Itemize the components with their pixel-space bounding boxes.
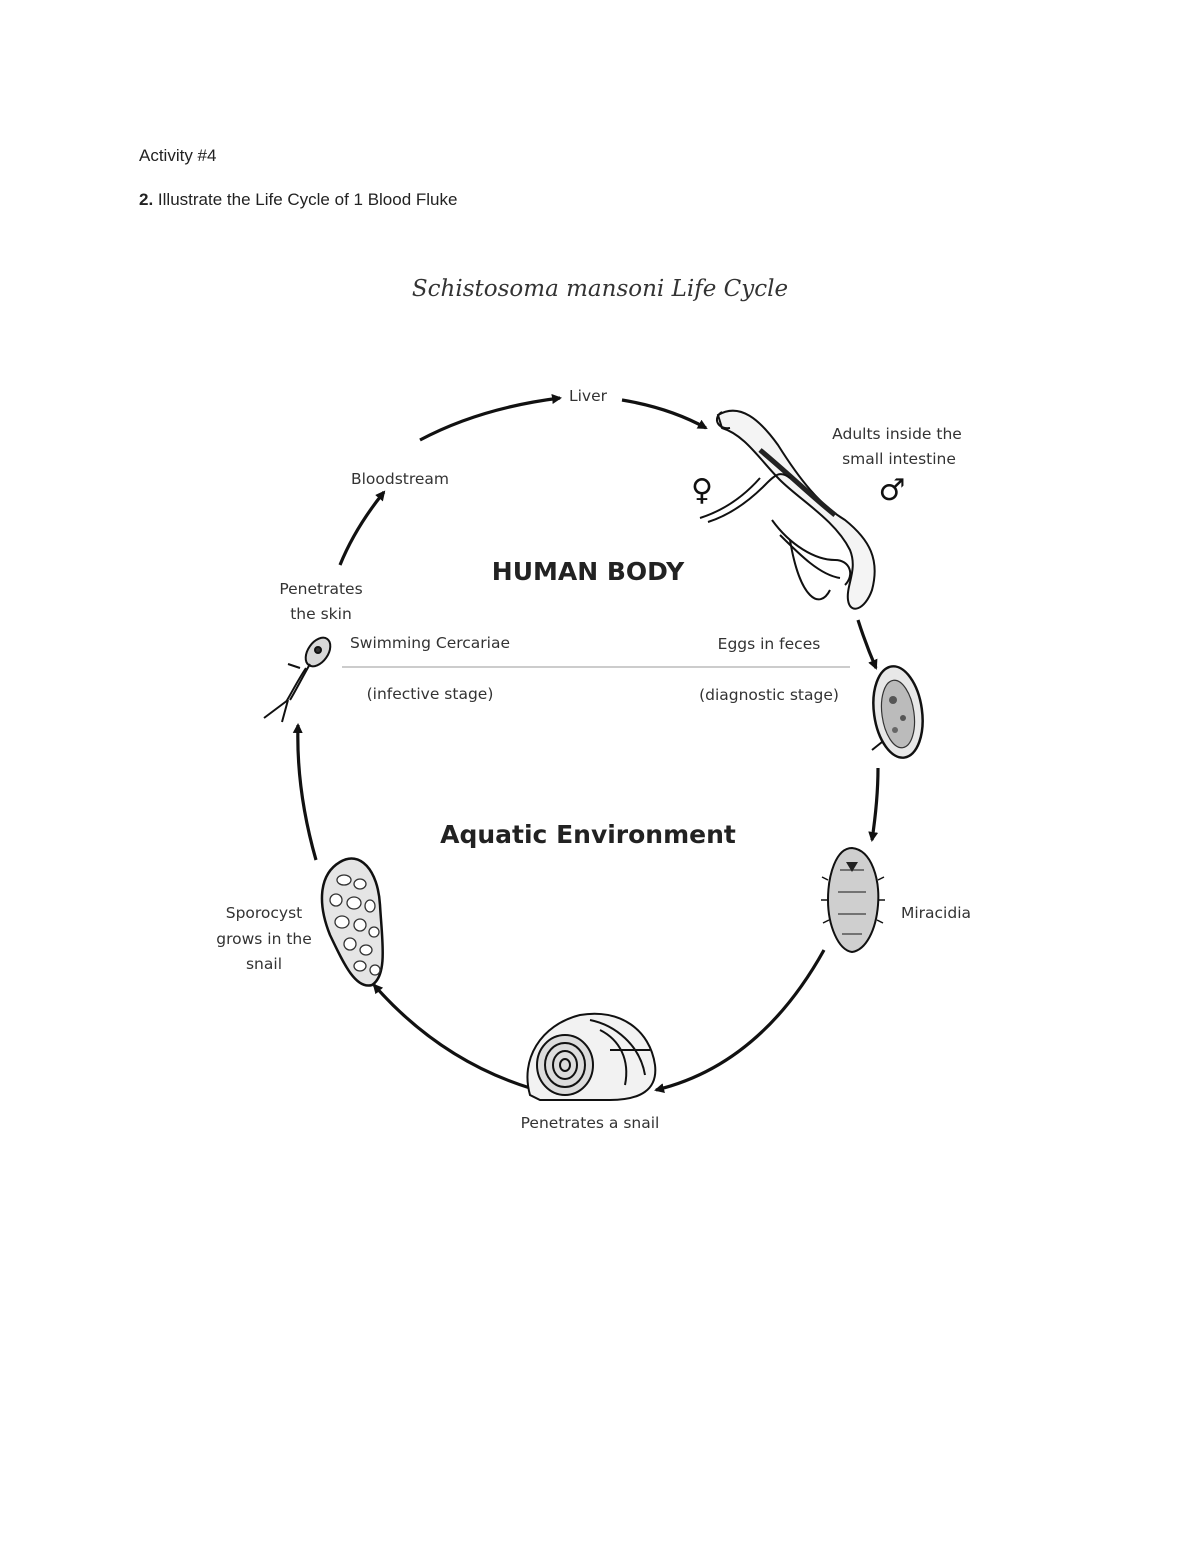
- egg-icon: [868, 663, 928, 761]
- question-text: Illustrate the Life Cycle of 1 Blood Fluke: [157, 190, 458, 209]
- label-sporocyst-3: snail: [245, 955, 283, 973]
- label-penetrates-snail: Penetrates a snail: [520, 1114, 660, 1132]
- label-cercariae: Swimming Cercariae: [349, 634, 511, 652]
- label-eggs: Eggs in feces: [717, 635, 821, 653]
- label-diagnostic-stage: (diagnostic stage): [699, 686, 839, 704]
- sporocyst-icon: [322, 859, 383, 986]
- arrow-snail-to-sporocyst: [374, 985, 530, 1088]
- arrow-bloodstream-to-liver: [420, 398, 560, 440]
- label-adults-1: Adults inside the: [832, 425, 962, 443]
- male-symbol-icon: ♂: [878, 473, 906, 508]
- diagram-title: Schistosoma mansoni Life Cycle: [411, 276, 789, 302]
- question-number: 2.: [139, 190, 154, 209]
- arrow-eggs-to-miracidia: [872, 768, 878, 840]
- label-infective-stage: (infective stage): [366, 685, 494, 703]
- zone-human-body: HUMAN BODY: [491, 557, 685, 586]
- arrow-sporocyst-to-cercariae: [298, 725, 316, 860]
- label-penetrates-skin-2: the skin: [290, 605, 352, 623]
- arrow-liver-to-adults: [622, 400, 706, 428]
- label-miracidia: Miracidia: [900, 904, 972, 922]
- arrow-skin-to-bloodstream: [340, 492, 384, 565]
- zone-aquatic-environment: Aquatic Environment: [440, 820, 736, 849]
- cycle-arrows: [298, 398, 878, 1090]
- label-bloodstream: Bloodstream: [350, 470, 450, 488]
- cercaria-icon: [264, 633, 335, 722]
- arrow-miracidia-to-snail: [656, 950, 824, 1090]
- miracidium-icon: [821, 848, 885, 952]
- arrow-adults-to-eggs: [858, 620, 876, 668]
- female-symbol-icon: ♀: [691, 473, 713, 508]
- activity-heading: Activity #4: [139, 146, 217, 165]
- label-penetrates-skin-1: Penetrates: [279, 580, 363, 598]
- label-liver: Liver: [568, 387, 608, 405]
- label-adults-2: small intestine: [842, 450, 956, 468]
- snail-icon: [527, 1014, 655, 1100]
- label-sporocyst-2: grows in the: [216, 930, 312, 948]
- label-sporocyst-1: Sporocyst: [225, 904, 303, 922]
